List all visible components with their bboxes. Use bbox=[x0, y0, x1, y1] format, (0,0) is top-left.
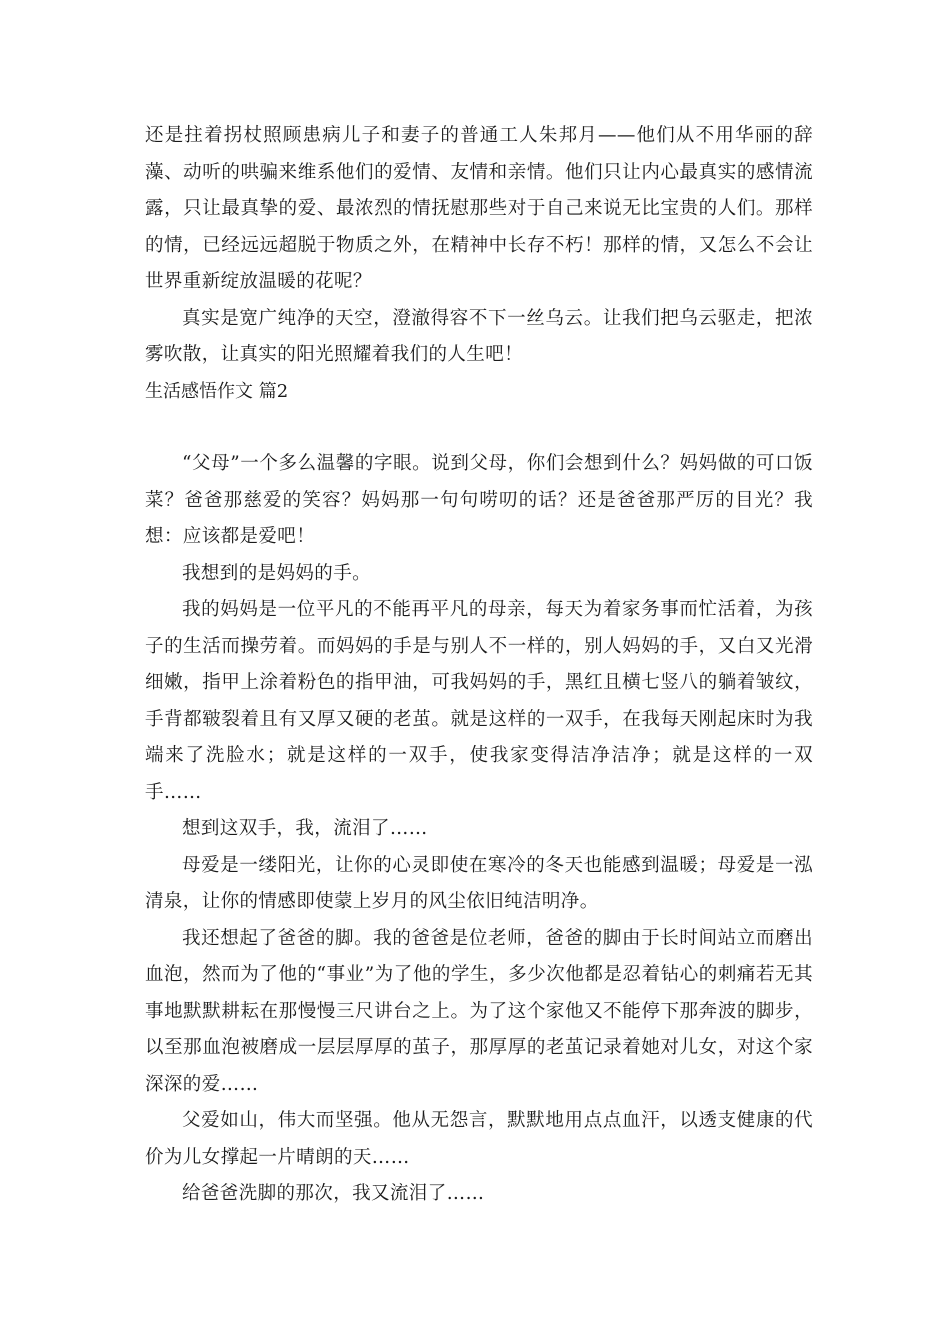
paragraph: 我还想起了爸爸的脚。我的爸爸是位老师，爸爸的脚由于长时间站立而磨出血泡，然而为了他的“事业”为了他的学生，多少次他都是忍着钻心的刺痛若无其事地默默耕耘在那慢慢三尺讲台之上。为了这个家他又不能停下那奔波的脚步，以至那血泡被磨成一层层厚厚的茧子，那厚厚的老茧记录着她对儿女，对这个家深深的爱…… bbox=[145, 927, 813, 1095]
paragraph: 我想到的是妈妈的手。 bbox=[182, 562, 372, 584]
paragraph: 父爱如山，伟大而坚强。他从无怨言，默默地用点点血汗，以透支健康的代价为儿女撑起一片晴朗的天…… bbox=[145, 1110, 813, 1168]
document-body bbox=[145, 118, 813, 1213]
paragraph: 给爸爸洗脚的那次，我又流泪了…… bbox=[182, 1183, 485, 1204]
paragraph: 我的妈妈是一位平凡的不能再平凡的母亲，每天为着家务事而忙活着，为孩子的生活而操劳着。而妈妈的手是与别人不一样的，别人妈妈的手，又白又光滑细嫩，指甲上涂着粉色的指甲油，可我妈妈的手，黑红且横七竖八的躺着皱纹，手背都皲裂着且有又厚又硬的老茧。就是这样的一双手，在我每天刚起床时为我端来了洗脸水；就是这样的一双手，使我家变得洁净洁净；就是这样的一双手…… bbox=[145, 599, 813, 803]
paragraph: “父母”一个多么温馨的字眼。说到父母，你们会想到什么？妈妈做的可口饭菜？爸爸那慈爱的笑容？妈妈那一句句唠叨的话？还是爸爸那严厉的目光？我想：应该都是爱吧！ bbox=[145, 453, 813, 547]
paragraph: 想到这双手，我，流泪了…… bbox=[182, 818, 428, 839]
paragraph: 还是拄着拐杖照顾患病儿子和妻子的普通工人朱邦月——他们从不用华丽的辞藻、动听的哄骗来维系他们的爱情、友情和亲情。他们只让内心最真实的感情流露，只让最真挚的爱、最浓烈的情抚慰那些对于自己来说无比宝贵的人们。那样的情，已经远远超脱于物质之外，在精神中长存不朽！那样的情，又怎么不会让世界重新绽放温暖的花呢？ bbox=[145, 125, 813, 292]
paragraph: 真实是宽广纯净的天空，澄澈得容不下一丝乌云。让我们把乌云驱走，把浓雾吹散，让真实的阳光照耀着我们的人生吧！ bbox=[145, 307, 813, 365]
paragraph: 母爱是一缕阳光，让你的心灵即使在寒冷的冬天也能感到温暖；母爱是一泓清泉，让你的情感即使蒙上岁月的风尘依旧纯洁明净。 bbox=[145, 854, 813, 912]
section-heading: 生活感悟作文 篇2 bbox=[145, 380, 289, 402]
